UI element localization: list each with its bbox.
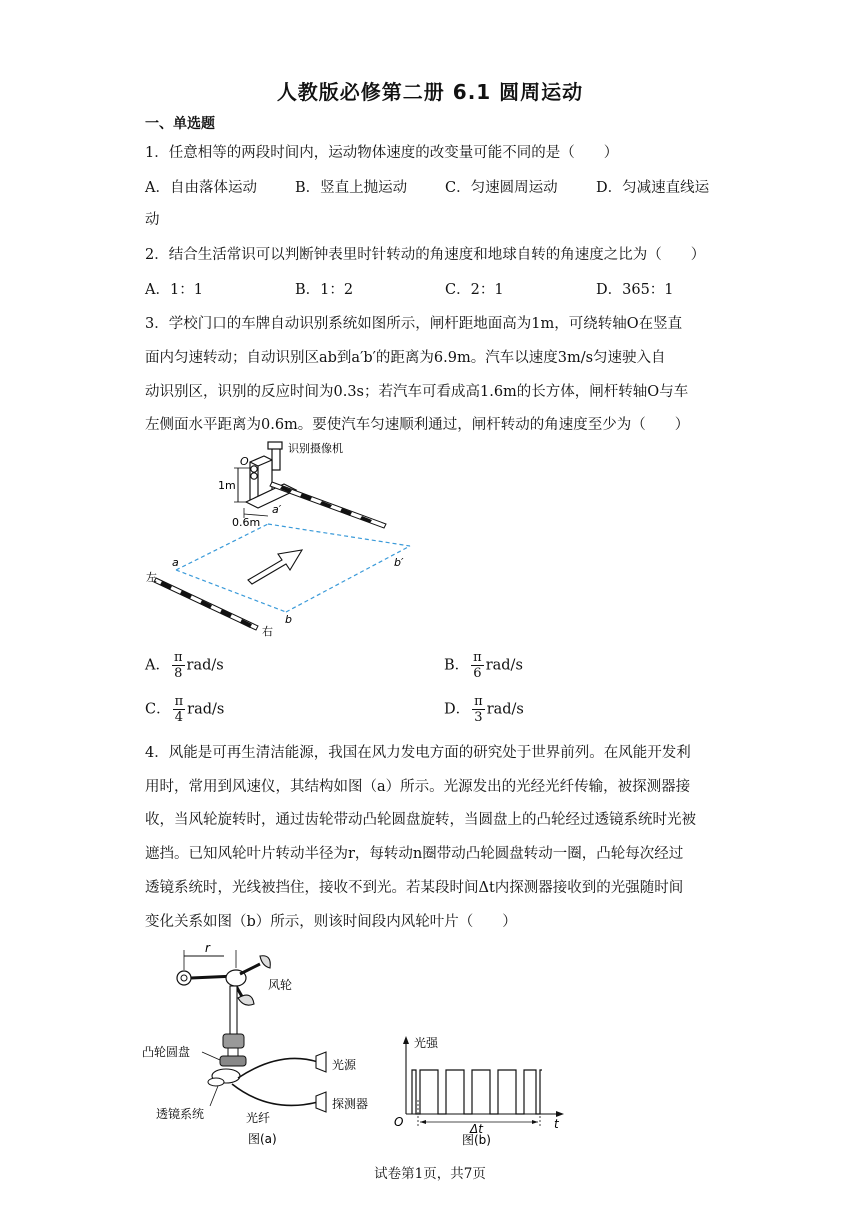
q1-option-b: B．竖直上抛运动 (295, 180, 408, 196)
light-source-icon (316, 1052, 326, 1072)
label-light-source: 光源 (332, 1058, 357, 1072)
q3-option-c: C． $\frac{\pi}{4}$ rad/s (145, 694, 225, 725)
label-wind-wheel: 风轮 (268, 978, 293, 992)
recognition-zone (176, 524, 410, 612)
q2-option-d: D．365：1 (596, 282, 674, 298)
label-left: 左 (146, 571, 157, 584)
q1-option-a: A．自由落体运动 (145, 180, 257, 196)
label-1m: 1m (218, 479, 236, 492)
q4-figure-a (140, 938, 400, 1158)
q4-line-1: 4．风能是可再生清洁能源，我国在风力发电方面的研究处于世界前列。在风能开发利 (145, 745, 691, 761)
q2-option-b: B．1：2 (295, 282, 354, 298)
label-0-6m: 0.6m (232, 516, 261, 529)
label-a-prime: a′ (272, 503, 282, 516)
q4-line-6: 变化关系如图（b）所示，则该时间段内风轮叶片（ ） (145, 914, 517, 930)
label-cam-disk: 凸轮圆盘 (142, 1045, 191, 1059)
barrier-arm (270, 482, 386, 528)
q3-line-3: 动识别区，识别的反应时间为0.3s；若汽车可看成高1.6m的长方体，闸杆转轴O与车 (145, 384, 689, 400)
q3-line-4: 左侧面水平距离为0.6m。要使汽车匀速顺利通过，闸杆转动的角速度至少为（ ） (145, 417, 690, 433)
fiber-to-detector (232, 1084, 318, 1105)
fig-b-origin: O (394, 1115, 404, 1129)
q4-line-5: 透镜系统时，光线被挡住，接收不到光。若某段时间Δt内探测器接收到的光强随时间 (145, 880, 684, 896)
page-footer: 试卷第1页，共7页 (374, 1166, 486, 1182)
detector-icon (316, 1092, 326, 1112)
q3-option-a: A． $\frac{\pi}{8}$ rad/s (145, 650, 224, 681)
q1-option-c: C．匀速圆周运动 (445, 180, 558, 196)
q2-option-a: A．1：1 (145, 282, 203, 298)
q2-stem: 2．结合生活常识可以判断钟表里时针转动的角速度和地球自转的角速度之比为（ ） (145, 247, 706, 263)
q1-option-d-wrap: 动 (145, 212, 160, 228)
pivot-o-icon (251, 466, 257, 472)
label-b-prime: b′ (394, 556, 404, 569)
page-title: 人教版必修第二册 6.1 圆周运动 (276, 80, 584, 104)
q4-line-4: 遮挡。已知风轮叶片转动半径为r，每转动n圈带动凸轮圆盘转动一圈，凸轮每次经过 (145, 846, 684, 862)
q1-stem: 1．任意相等的两段时间内，运动物体速度的改变量可能不同的是（ ） (145, 145, 619, 161)
label-r: r (205, 941, 210, 955)
cam-disk (220, 1056, 246, 1066)
gear-icon (223, 1034, 244, 1048)
fig-b-interval: Δt (470, 1122, 483, 1136)
light-intensity-pulses (412, 1070, 542, 1114)
q2-option-c: C．2：1 (445, 282, 504, 298)
q3-line-1: 3．学校门口的车牌自动识别系统如图所示，闸杆距地面高为1m，可绕转轴O在竖直 (145, 316, 683, 332)
label-b: b (285, 613, 292, 626)
fig-b-caption: 图(b) (462, 1133, 491, 1147)
camera-icon (268, 442, 282, 449)
curb-stripe (154, 578, 258, 630)
label-lens: 透镜系统 (156, 1107, 205, 1121)
label-right: 右 (262, 625, 273, 638)
q4-figure-b (390, 1030, 580, 1150)
q1-option-d: D．匀减速直线运 (596, 180, 710, 196)
label-detector: 探测器 (332, 1097, 369, 1111)
q3-line-2: 面内匀速转动；自动识别区ab到a′b′的距离为6.9m。汽车以速度3m/s匀速驶入自 (145, 350, 666, 366)
label-fiber: 光纤 (246, 1111, 271, 1125)
fig-a-caption: 图(a) (248, 1132, 277, 1146)
q4-line-3: 收，当风轮旋转时，通过齿轮带动凸轮圆盘旋转，当圆盘上的凸轮经过透镜系统时光被 (145, 812, 696, 828)
fig-b-ylabel: 光强 (414, 1036, 439, 1050)
q4-line-2: 用时，常用到风速仪，其结构如图（a）所示。光源发出的光经光纤传输，被探测器接 (145, 779, 691, 795)
q3-option-b: B． $\frac{\pi}{6}$ rad/s (444, 650, 523, 681)
fiber-to-source (238, 1058, 318, 1078)
q3-gate-figure (140, 438, 430, 643)
label-o: O (240, 455, 249, 468)
label-a: a (172, 556, 179, 569)
q3-option-d: D． $\frac{\pi}{3}$ rad/s (444, 694, 524, 725)
fig-b-xlabel: t (554, 1117, 559, 1131)
label-camera: 识别摄像机 (288, 442, 343, 455)
section-heading: 一、单选题 (145, 116, 215, 132)
direction-arrow-icon (248, 550, 302, 584)
